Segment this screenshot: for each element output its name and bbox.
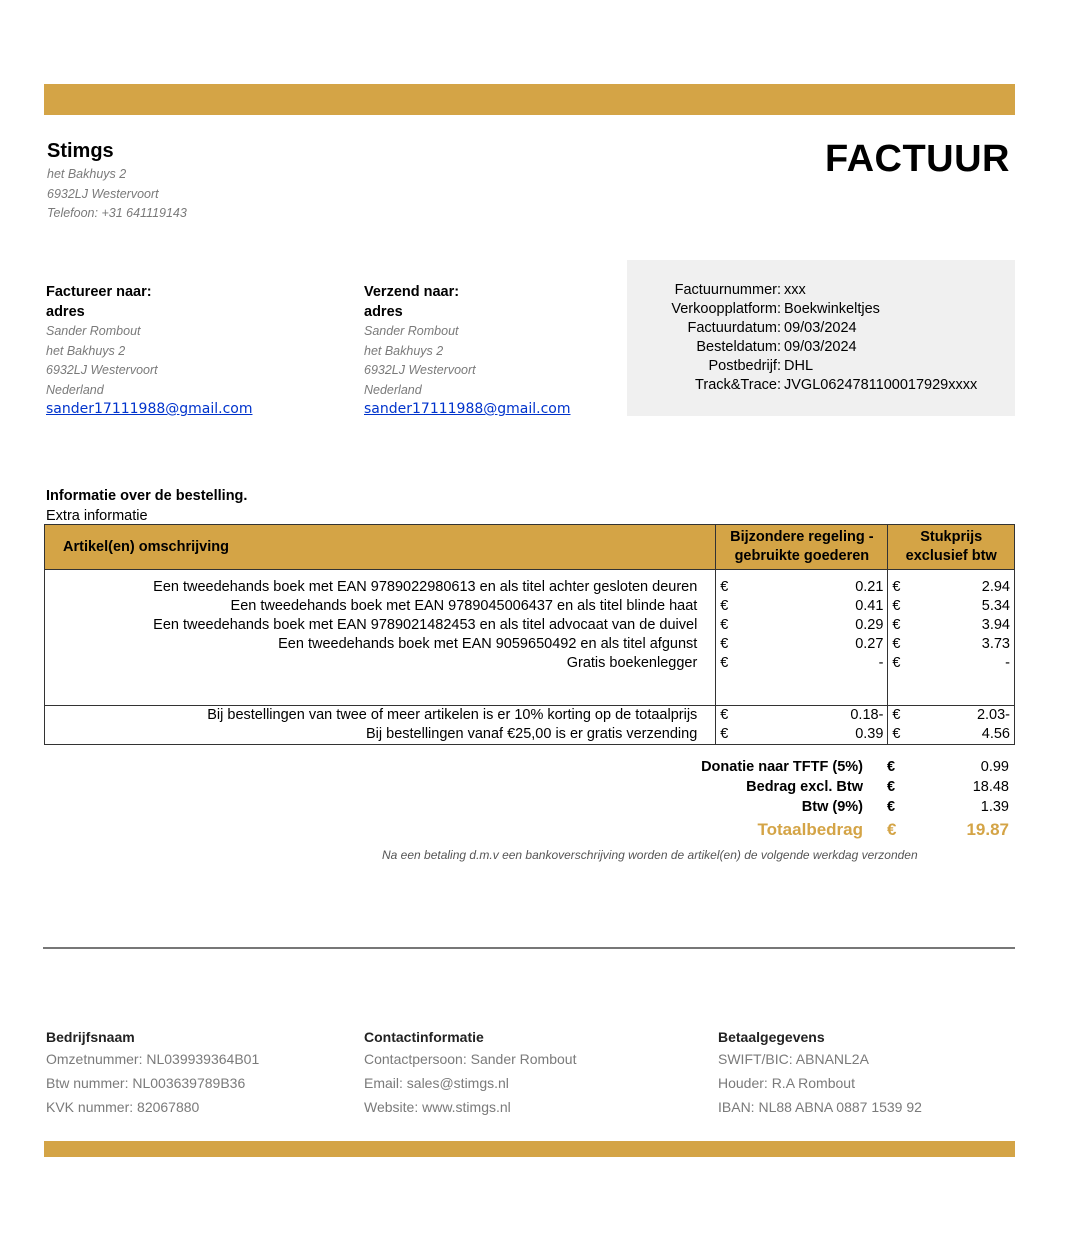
bill-to-block bbox=[46, 282, 253, 419]
footer-line: Omzetnummer: NL039939364B01 bbox=[46, 1051, 260, 1067]
currency-symbol: € bbox=[887, 799, 896, 815]
currency-symbol: € bbox=[720, 655, 729, 671]
company-address bbox=[47, 165, 187, 224]
donation-total-row bbox=[0, 759, 1088, 779]
table-row bbox=[45, 578, 1015, 597]
currency-symbol: € bbox=[892, 598, 901, 614]
currency-symbol: € bbox=[720, 598, 729, 614]
unit-price: 4.56 bbox=[981, 726, 1010, 742]
total-value: 0.99 bbox=[980, 759, 1009, 775]
currency-symbol: € bbox=[720, 617, 729, 633]
table-row bbox=[45, 673, 1015, 706]
vat-row bbox=[0, 799, 1088, 819]
invoice-info-label: Postbedrijf: bbox=[708, 358, 781, 374]
invoice-info-value: Boekwinkeltjes bbox=[784, 301, 880, 317]
unit-price: - bbox=[1005, 655, 1010, 671]
top-accent-bar bbox=[44, 84, 1015, 115]
special-scheme-header-line: Bijzondere regeling - bbox=[730, 529, 874, 545]
currency-symbol: € bbox=[892, 655, 901, 671]
currency-symbol: € bbox=[892, 617, 901, 633]
unit-price: 5.34 bbox=[981, 598, 1010, 614]
company-address-line: het Bakhuys 2 bbox=[47, 167, 127, 181]
bill-to-email-link[interactable]: sander17111988@gmail.com bbox=[46, 401, 253, 417]
footer-company bbox=[46, 1027, 259, 1119]
footer-divider bbox=[43, 947, 1015, 949]
item-description: Een tweedehands boek met EAN 9789021482453 en als titel advocaat van de duivel bbox=[45, 616, 716, 635]
invoice-info-box bbox=[627, 260, 1015, 416]
invoice-info-value: 09/03/2024 bbox=[784, 339, 857, 355]
bill-to-line: Sander Rombout bbox=[46, 324, 141, 338]
adjustment-description: Bij bestellingen van twee of meer artikelen is er 10% korting op de totaalprijs bbox=[45, 706, 716, 726]
ship-to-email-link[interactable]: sander17111988@gmail.com bbox=[364, 401, 571, 417]
invoice-info-label: Track&Trace: bbox=[695, 377, 781, 393]
unit-price: 2.94 bbox=[981, 579, 1010, 595]
special-amount: 0.21 bbox=[855, 579, 884, 595]
total-label: Bedrag excl. Btw bbox=[746, 779, 863, 795]
footer-heading: Contactinformatie bbox=[364, 1029, 484, 1045]
currency-symbol: € bbox=[720, 579, 729, 595]
track-trace-row bbox=[627, 377, 1015, 396]
ship-to-line: 6932LJ Westervoort bbox=[364, 363, 476, 377]
currency-symbol: € bbox=[892, 579, 901, 595]
bottom-accent-bar bbox=[44, 1141, 1015, 1157]
table-header-row bbox=[45, 525, 1015, 570]
adjustment-description: Bij bestellingen vanaf €25,00 is er gratis verzending bbox=[45, 725, 716, 745]
footer-line: IBAN: NL88 ABNA 0887 1539 92 bbox=[718, 1099, 922, 1115]
grand-total-row bbox=[0, 820, 1088, 840]
special-amount: 0.41 bbox=[855, 598, 884, 614]
order-subheading: Extra informatie bbox=[46, 508, 148, 524]
footer-payment bbox=[718, 1027, 922, 1119]
currency-symbol: € bbox=[887, 779, 896, 795]
item-description: Een tweedehands boek met EAN 9789022980613 en als titel achter gesloten deuren bbox=[45, 578, 716, 597]
unit-price-header-line: exclusief btw bbox=[905, 548, 997, 564]
invoice-info-value: xxx bbox=[784, 282, 806, 298]
description-header: Artikel(en) omschrijving bbox=[45, 525, 716, 570]
footer-line: Contactpersoon: Sander Rombout bbox=[364, 1051, 577, 1067]
ship-to-line: het Bakhuys 2 bbox=[364, 343, 444, 358]
invoice-info-value: JVGL0624781100017929xxxx bbox=[784, 377, 978, 393]
invoice-info-label: Besteldatum: bbox=[696, 339, 781, 355]
invoice-date-row bbox=[627, 320, 1015, 339]
sales-platform-row bbox=[627, 301, 1015, 320]
items-table bbox=[44, 524, 1015, 745]
invoice-info-value: 09/03/2024 bbox=[784, 320, 857, 336]
invoice-number-row bbox=[627, 282, 1015, 301]
unit-price-header-line: Stukprijs bbox=[920, 529, 983, 545]
bill-to-line: Nederland bbox=[46, 382, 104, 397]
table-row bbox=[45, 635, 1015, 654]
unit-price: 3.94 bbox=[981, 617, 1010, 633]
special-scheme-header bbox=[716, 525, 888, 570]
footer-line: Houder: R.A Rombout bbox=[718, 1075, 855, 1091]
company-name: Stimgs bbox=[47, 140, 114, 162]
special-amount: 0.27 bbox=[855, 636, 884, 652]
special-amount: 0.29 bbox=[855, 617, 884, 633]
order-date-row bbox=[627, 339, 1015, 358]
footer-line: KVK nummer: 82067880 bbox=[46, 1099, 200, 1115]
currency-symbol: € bbox=[720, 636, 729, 652]
table-row bbox=[45, 725, 1015, 745]
footer-heading: Bedrijfsnaam bbox=[46, 1029, 135, 1045]
bill-to-heading: Factureer naar: bbox=[46, 284, 152, 300]
total-label: Donatie naar TFTF (5%) bbox=[701, 759, 863, 775]
carrier-row bbox=[627, 358, 1015, 377]
special-amount: - bbox=[878, 655, 884, 671]
amount-excl-vat-row bbox=[0, 779, 1088, 799]
ship-to-block bbox=[364, 282, 571, 419]
special-scheme-header-line: gebruikte goederen bbox=[734, 548, 870, 564]
table-row bbox=[45, 597, 1015, 616]
bill-to-line: 6932LJ Westervoort bbox=[46, 363, 158, 377]
table-row bbox=[45, 570, 1015, 579]
unit-price: 3.73 bbox=[981, 636, 1010, 652]
item-description: Een tweedehands boek met EAN 9059650492 en als titel afgunst bbox=[45, 635, 716, 654]
currency-symbol: € bbox=[892, 707, 901, 723]
grand-total-value: 19.87 bbox=[966, 820, 1009, 839]
bill-to-line: het Bakhuys 2 bbox=[46, 343, 126, 358]
total-value: 18.48 bbox=[972, 779, 1009, 795]
total-value: 1.39 bbox=[980, 799, 1009, 815]
ship-to-subheading: adres bbox=[364, 304, 403, 320]
footer-line: Website: www.stimgs.nl bbox=[364, 1099, 511, 1115]
document-title: FACTUUR bbox=[824, 138, 1010, 180]
currency-symbol: € bbox=[720, 726, 729, 742]
currency-symbol: € bbox=[887, 759, 896, 775]
currency-symbol: € bbox=[720, 707, 729, 723]
item-description: Gratis boekenlegger bbox=[45, 654, 716, 673]
grand-total-label: Totaalbedrag bbox=[757, 820, 863, 839]
footer-line: Btw nummer: NL003639789B36 bbox=[46, 1075, 246, 1091]
company-phone: Telefoon: +31 641119143 bbox=[47, 206, 187, 220]
invoice-info-value: DHL bbox=[784, 358, 814, 374]
footer-line: Email: sales@stimgs.nl bbox=[364, 1075, 509, 1091]
currency-symbol: € bbox=[892, 726, 901, 742]
company-address-line: 6932LJ Westervoort bbox=[47, 186, 159, 201]
item-description: Een tweedehands boek met EAN 9789045006437 en als titel blinde haat bbox=[45, 597, 716, 616]
unit-price: 2.03- bbox=[976, 707, 1010, 723]
ship-to-line: Sander Rombout bbox=[364, 324, 459, 338]
footer-line: SWIFT/BIC: ABNANL2A bbox=[718, 1051, 869, 1067]
invoice-info-label: Factuurnummer: bbox=[674, 282, 781, 298]
footer-contact bbox=[364, 1027, 576, 1119]
invoice-info-label: Factuurdatum: bbox=[687, 320, 781, 336]
invoice-info-label: Verkoopplatform: bbox=[671, 301, 781, 317]
total-label: Btw (9%) bbox=[801, 799, 863, 815]
table-row bbox=[45, 616, 1015, 635]
unit-price-header bbox=[888, 525, 1015, 570]
ship-to-line: Nederland bbox=[364, 382, 422, 397]
ship-to-heading: Verzend naar: bbox=[364, 284, 460, 300]
special-amount: 0.18- bbox=[850, 707, 884, 723]
payment-note: Na een betaling d.m.v een bankoverschrijving worden de artikel(en) de volgende werkdag verzonden bbox=[382, 848, 918, 862]
order-heading: Informatie over de bestelling. bbox=[46, 488, 248, 504]
footer-heading: Betaalgegevens bbox=[718, 1029, 825, 1045]
table-row bbox=[45, 706, 1015, 726]
currency-symbol: € bbox=[887, 820, 897, 839]
table-row bbox=[45, 654, 1015, 673]
currency-symbol: € bbox=[892, 636, 901, 652]
bill-to-subheading: adres bbox=[46, 304, 85, 320]
special-amount: 0.39 bbox=[855, 726, 884, 742]
